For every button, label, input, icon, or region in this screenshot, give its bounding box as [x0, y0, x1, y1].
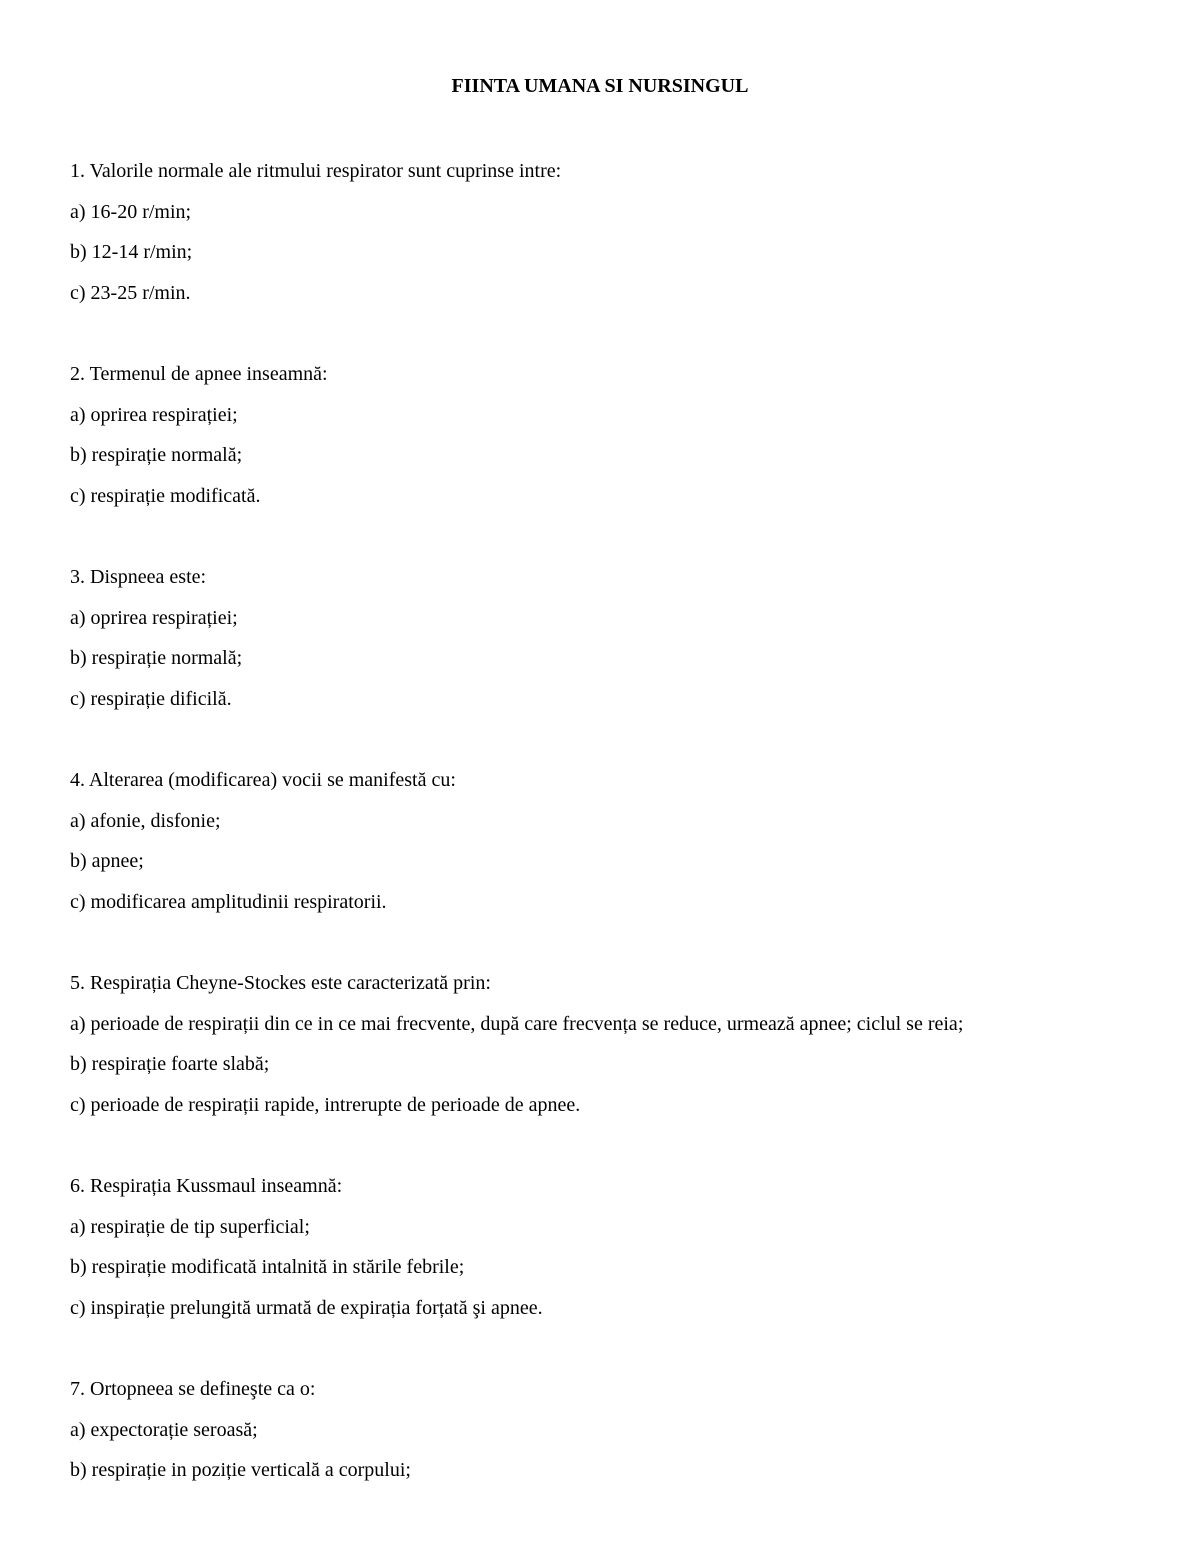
answer-option: a) respirație de tip superficial;: [70, 1215, 310, 1238]
answer-option: a) oprirea respirației;: [70, 606, 238, 629]
answer-option: c) respirație modificată.: [70, 484, 261, 507]
answer-option: b) respirație normală;: [70, 647, 243, 669]
answer-option: a) afonie, disfonie;: [70, 809, 221, 832]
answer-option: b) 12-14 r/min;: [70, 241, 193, 263]
question-5: [70, 963, 1180, 1125]
answer-option: c) respirație dificilă.: [70, 687, 232, 710]
answer-option: c) perioade de respirații rapide, intrerupte de perioade de apnee.: [70, 1093, 581, 1116]
question-1: [70, 151, 1180, 313]
answer-option: c) modificarea amplitudinii respiratorii.: [70, 890, 387, 913]
question-prompt: 4. Alterarea (modificarea) vocii se manifestă cu:: [70, 769, 456, 791]
question-prompt: 7. Ortopneea se defineşte ca o:: [70, 1378, 316, 1400]
question-4: [70, 760, 1180, 922]
question-6: [70, 1166, 1180, 1328]
question-prompt: 1. Valorile normale ale ritmului respirator sunt cuprinse intre:: [70, 160, 562, 182]
answer-option: c) inspirație prelungită urmată de expirația forțată şi apnee.: [70, 1296, 543, 1319]
question-prompt: 5. Respirația Cheyne-Stockes este caracterizată prin:: [70, 972, 491, 994]
answer-option: b) respirație modificată intalnită in stările febrile;: [70, 1256, 465, 1278]
answer-option: b) respirație foarte slabă;: [70, 1053, 270, 1075]
question-list: [70, 151, 1180, 1532]
question-prompt: 3. Dispneea este:: [70, 566, 207, 588]
answer-option: a) oprirea respirației;: [70, 403, 238, 426]
question-prompt: 6. Respirația Kussmaul inseamnă:: [70, 1175, 343, 1197]
question-prompt: 2. Termenul de apnee inseamnă:: [70, 363, 328, 385]
answer-option: b) respirație in poziție verticală a corpului;: [70, 1459, 411, 1481]
answer-option: b) apnee;: [70, 850, 144, 872]
answer-option: a) perioade de respirații din ce in ce mai frecvente, după care frecvența se reduce, urmează apnee; ciclul se reia;: [70, 1012, 964, 1035]
question-7: [70, 1369, 1180, 1491]
question-2: [70, 354, 1180, 516]
answer-option: a) expectorație seroasă;: [70, 1418, 258, 1441]
answer-option: b) respirație normală;: [70, 444, 243, 466]
answer-option: c) 23-25 r/min.: [70, 281, 191, 304]
question-3: [70, 557, 1180, 719]
answer-option: a) 16-20 r/min;: [70, 200, 192, 223]
document-title: FIINTA UMANA SI NURSINGUL: [451, 75, 749, 97]
